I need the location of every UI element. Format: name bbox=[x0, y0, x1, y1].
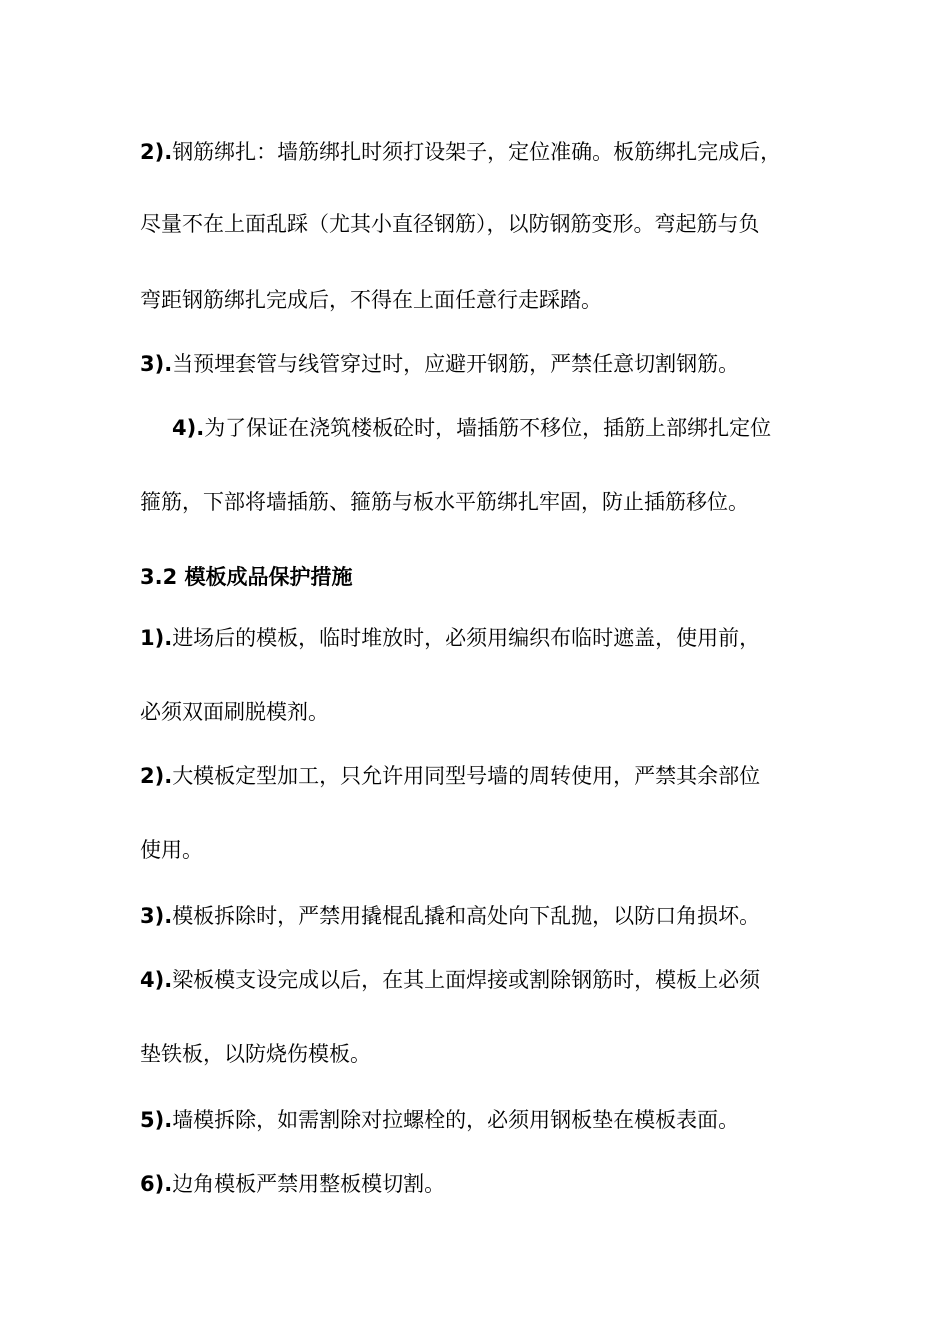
item-text: 当预埋套管与线管穿过时，应避开钢筋，严禁任意切割钢筋。 bbox=[172, 352, 740, 376]
section-heading-3-2: 3.2 模板成品保护措施 bbox=[140, 565, 353, 589]
item-text: 为了保证在浇筑楼板砼时，墙插筋不移位，插筋上部绑扎定位 bbox=[204, 416, 772, 440]
formwork-item-4-line-1 bbox=[140, 966, 760, 994]
rebar-item-3-line-1 bbox=[140, 350, 739, 378]
rebar-item-2-line-2: 尽量不在上面乱踩（尤其小直径钢筋），以防钢筋变形。弯起筋与负 bbox=[140, 212, 760, 236]
rebar-item-2-line-3: 弯距钢筋绑扎完成后，不得在上面任意行走踩踏。 bbox=[140, 288, 602, 312]
item-number: 5). bbox=[140, 1108, 173, 1132]
item-number: 4). bbox=[140, 968, 173, 992]
item-number: 4). bbox=[172, 416, 205, 440]
item-text: 大模板定型加工，只允许用同型号墙的周转使用，严禁其余部位 bbox=[172, 764, 761, 788]
item-text: 进场后的模板，临时堆放时，必须用编织布临时遮盖，使用前， bbox=[172, 626, 761, 650]
item-text: 墙模拆除，如需割除对拉螺栓的，必须用钢板垫在模板表面。 bbox=[172, 1108, 740, 1132]
formwork-item-4-line-2: 垫铁板，以防烧伤模板。 bbox=[140, 1042, 371, 1066]
formwork-item-6-line-1 bbox=[140, 1170, 445, 1198]
item-number: 2). bbox=[140, 140, 173, 164]
rebar-item-2-line-1 bbox=[140, 138, 781, 166]
item-text: 模板拆除时，严禁用撬棍乱撬和高处向下乱抛，以防口角损坏。 bbox=[172, 904, 761, 928]
item-number: 1). bbox=[140, 626, 173, 650]
item-text: 边角模板严禁用整板模切割。 bbox=[172, 1172, 446, 1196]
formwork-item-2-line-2: 使用。 bbox=[140, 838, 203, 862]
item-text: 钢筋绑扎：墙筋绑扎时须打设架子，定位准确。板筋绑扎完成后， bbox=[172, 140, 782, 164]
item-text: 梁板模支设完成以后，在其上面焊接或割除钢筋时，模板上必须 bbox=[172, 968, 761, 992]
formwork-item-1-line-2: 必须双面刷脱模剂。 bbox=[140, 700, 329, 724]
formwork-item-2-line-1 bbox=[140, 762, 760, 790]
item-number: 3). bbox=[140, 904, 173, 928]
formwork-item-5-line-1 bbox=[140, 1106, 739, 1134]
formwork-item-1-line-1 bbox=[140, 624, 760, 652]
item-number: 6). bbox=[140, 1172, 173, 1196]
rebar-item-4-line-2: 箍筋，下部将墙插筋、箍筋与板水平筋绑扎牢固，防止插筋移位。 bbox=[140, 490, 749, 514]
rebar-item-4-line-1 bbox=[172, 414, 771, 442]
item-number: 2). bbox=[140, 764, 173, 788]
item-number: 3). bbox=[140, 352, 173, 376]
formwork-item-3-line-1 bbox=[140, 902, 760, 930]
